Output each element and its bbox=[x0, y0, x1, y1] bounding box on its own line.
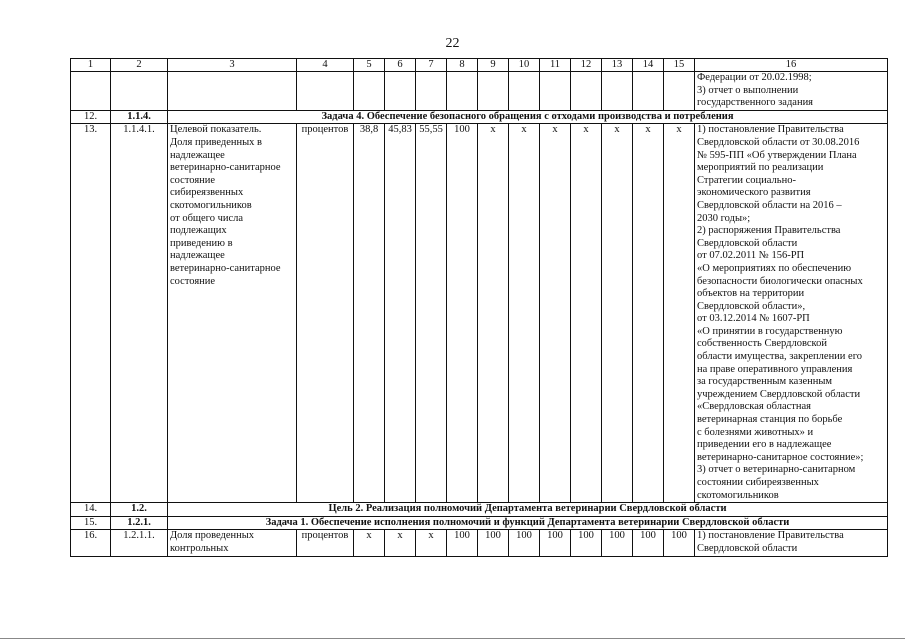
value-cell: 100 bbox=[540, 530, 571, 556]
table-row-task-4 bbox=[71, 110, 888, 124]
row-code: 1.1.4.1. bbox=[111, 124, 168, 503]
column-header: 1 bbox=[71, 59, 111, 72]
text-line: государственного задания bbox=[697, 97, 814, 109]
text-line: экономического развития bbox=[697, 187, 811, 199]
text-line: собственность Свердловской bbox=[697, 338, 827, 350]
text-line: 1) постановление Правительства bbox=[697, 124, 844, 136]
text-line: 3) отчет о выполнении bbox=[697, 84, 799, 96]
text-line: от 03.12.2014 № 1607-РП bbox=[697, 313, 810, 325]
text-line: Свердловской области», bbox=[697, 300, 806, 312]
table-row-task-1 bbox=[71, 516, 888, 530]
section-title: Задача 1. Обеспечение исполнения полномочий и функций Департамента ветеринарии Свердловской области bbox=[168, 516, 888, 530]
text-line: учреждением Свердловской области bbox=[697, 388, 861, 400]
legal-basis-cell bbox=[695, 530, 888, 556]
column-header: 13 bbox=[602, 59, 633, 72]
value-cell: х bbox=[509, 124, 540, 503]
text-line: Доля приведенных в bbox=[170, 136, 263, 148]
value-cell: х bbox=[633, 124, 664, 503]
value-cell: 100 bbox=[509, 530, 540, 556]
row-number: 16. bbox=[71, 530, 111, 556]
text-line: Свердловской области bbox=[697, 542, 798, 554]
unit-cell: процентов bbox=[297, 530, 354, 556]
indicator-name-cell bbox=[168, 124, 297, 503]
column-header: 12 bbox=[571, 59, 602, 72]
legal-basis-cell bbox=[695, 72, 888, 111]
header-row bbox=[71, 59, 888, 72]
text-line: Целевой показатель. bbox=[170, 124, 262, 136]
text-line: мероприятий по реализации bbox=[697, 162, 824, 174]
value-cell: 38,8 bbox=[354, 124, 385, 503]
page-bottom-rule bbox=[0, 638, 905, 639]
unit-cell: процентов bbox=[297, 124, 354, 503]
value-cell: 100 bbox=[664, 530, 695, 556]
value-cell: 100 bbox=[602, 530, 633, 556]
column-header: 4 bbox=[297, 59, 354, 72]
column-header: 3 bbox=[168, 59, 297, 72]
text-line: с болезнями животных» и bbox=[697, 426, 814, 438]
column-header: 16 bbox=[695, 59, 888, 72]
value-cell: 100 bbox=[571, 530, 602, 556]
column-header: 10 bbox=[509, 59, 540, 72]
value-cell: х bbox=[540, 124, 571, 503]
value-cell: х bbox=[416, 530, 447, 556]
text-line: приведении его в надлежащее bbox=[697, 439, 832, 451]
column-header: 14 bbox=[633, 59, 664, 72]
row-number: 14. bbox=[71, 503, 111, 517]
text-line: надлежащее bbox=[170, 250, 225, 262]
row-code: 1.2.1.1. bbox=[111, 530, 168, 556]
table-row-continuation bbox=[71, 72, 888, 111]
text-line: ветеринарная станция по борьбе bbox=[697, 414, 843, 426]
text-line: Свердловской области на 2016 – bbox=[697, 199, 842, 211]
row-code: 1.2.1. bbox=[111, 516, 168, 530]
value-cell: х bbox=[385, 530, 416, 556]
column-header: 2 bbox=[111, 59, 168, 72]
column-header: 7 bbox=[416, 59, 447, 72]
value-cell: 100 bbox=[478, 530, 509, 556]
column-header: 9 bbox=[478, 59, 509, 72]
value-cell: 100 bbox=[447, 124, 478, 503]
column-header: 8 bbox=[447, 59, 478, 72]
text-line: «О мероприятиях по обеспечению bbox=[697, 262, 852, 274]
legal-basis-cell bbox=[695, 124, 888, 503]
section-title: Задача 4. Обеспечение безопасного обращения с отходами производства и потребления bbox=[168, 110, 888, 124]
row-number: 13. bbox=[71, 124, 111, 503]
text-line: Федерации от 20.02.1998; bbox=[697, 72, 812, 83]
text-line: от 07.02.2011 № 156-РП bbox=[697, 250, 805, 262]
table-row-goal-2 bbox=[71, 503, 888, 517]
text-line: объектов на территории bbox=[697, 288, 805, 300]
text-line: 2030 годы»; bbox=[697, 212, 751, 224]
value-cell: 100 bbox=[633, 530, 664, 556]
table-row-indicator-1211 bbox=[71, 530, 888, 556]
text-line: сибиреязвенных bbox=[170, 187, 244, 199]
text-line: 1) постановление Правительства bbox=[697, 530, 844, 542]
text-line: за государственным казенным bbox=[697, 376, 833, 388]
text-line: ветеринарно-санитарное bbox=[170, 262, 281, 274]
row-number: 12. bbox=[71, 110, 111, 124]
indicator-name-cell bbox=[168, 530, 297, 556]
text-line: на праве оперативного управления bbox=[697, 363, 853, 375]
column-header: 11 bbox=[540, 59, 571, 72]
text-line: Свердловской области от 30.08.2016 bbox=[697, 136, 860, 148]
indicators-table bbox=[70, 58, 888, 557]
text-line: Свердловской области bbox=[697, 237, 798, 249]
column-header: 6 bbox=[385, 59, 416, 72]
page-number: 22 bbox=[445, 36, 460, 51]
text-line: ветеринарно-санитарное bbox=[170, 162, 281, 174]
row-number: 15. bbox=[71, 516, 111, 530]
row-code: 1.1.4. bbox=[111, 110, 168, 124]
table-row-indicator-1141 bbox=[71, 124, 888, 503]
value-cell: х bbox=[354, 530, 385, 556]
text-line: состояние bbox=[170, 275, 216, 287]
column-header: 5 bbox=[354, 59, 385, 72]
text-line: безопасности биологически опасных bbox=[697, 275, 863, 287]
value-cell: 100 bbox=[447, 530, 478, 556]
text-line: состоянии сибиреязвенных bbox=[697, 477, 819, 488]
text-line: «О принятии в государственную bbox=[697, 325, 843, 337]
text-line: ветеринарно-санитарное состояние»; bbox=[697, 451, 864, 463]
text-line: 2) распоряжения Правительства bbox=[697, 225, 841, 237]
row-code: 1.2. bbox=[111, 503, 168, 517]
text-line: состояние bbox=[170, 174, 216, 186]
text-line: скотомогильников bbox=[170, 199, 252, 211]
value-cell: 55,55 bbox=[416, 124, 447, 503]
text-line: Доля проведенных bbox=[170, 530, 255, 542]
text-line: скотомогильников bbox=[697, 489, 779, 501]
section-title: Цель 2. Реализация полномочий Департамента ветеринарии Свердловской области bbox=[168, 503, 888, 517]
text-line: подлежащих bbox=[170, 225, 227, 237]
text-line: надлежащее bbox=[170, 149, 225, 161]
text-line: от общего числа bbox=[170, 212, 244, 224]
text-line: Стратегии социально- bbox=[697, 174, 796, 186]
column-header: 15 bbox=[664, 59, 695, 72]
text-line: контрольных bbox=[170, 542, 229, 554]
text-line: приведению в bbox=[170, 237, 233, 249]
value-cell: х bbox=[602, 124, 633, 503]
text-line: «Свердловская областная bbox=[697, 401, 811, 413]
text-line: 3) отчет о ветеринарно-санитарном bbox=[697, 464, 856, 476]
value-cell: х bbox=[571, 124, 602, 503]
value-cell: 45,83 bbox=[385, 124, 416, 503]
value-cell: х bbox=[664, 124, 695, 503]
text-line: области имущества, закреплении его bbox=[697, 351, 863, 363]
value-cell: х bbox=[478, 124, 509, 503]
text-line: № 595-ПП «Об утверждении Плана bbox=[697, 149, 857, 161]
